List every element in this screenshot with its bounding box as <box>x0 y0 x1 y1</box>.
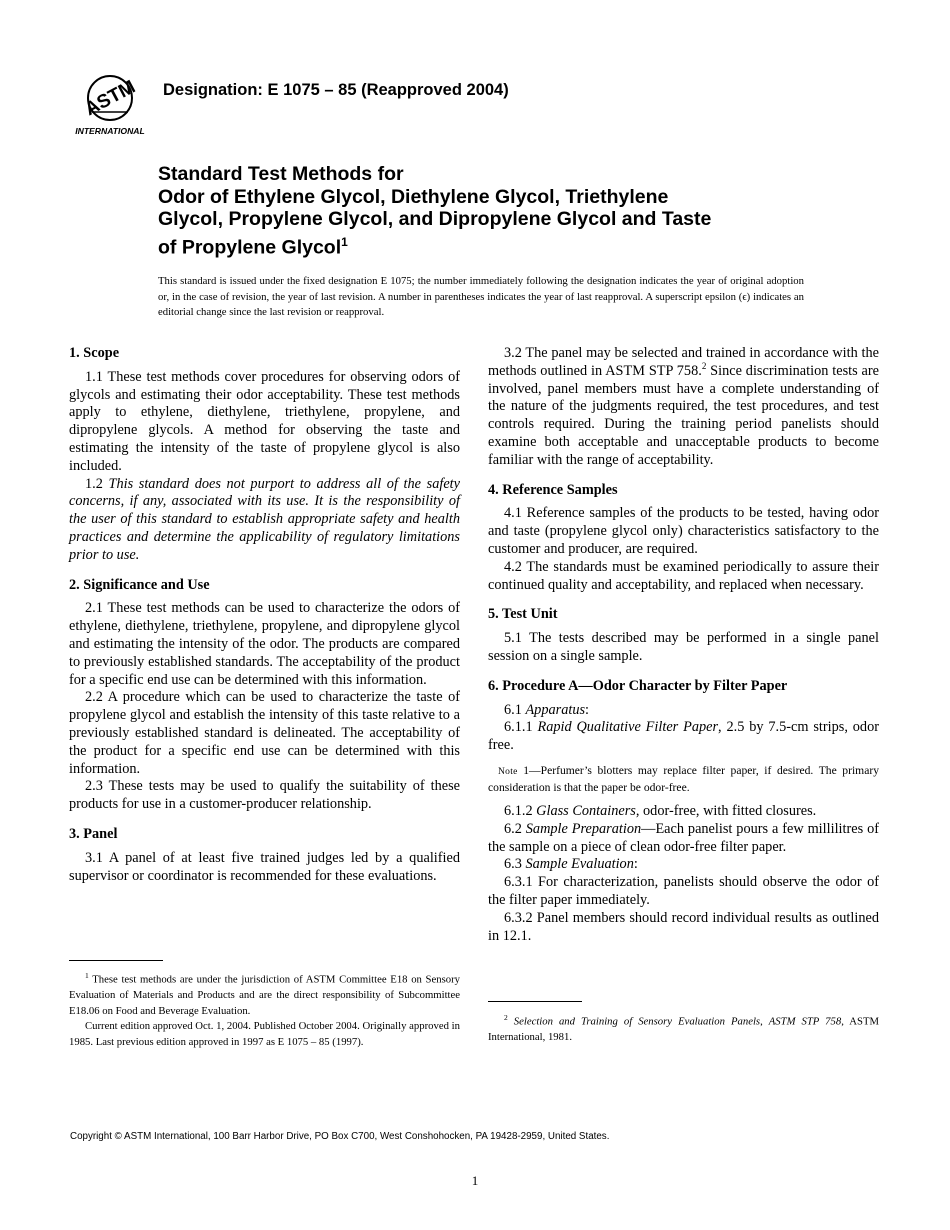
paragraph-tail: : <box>585 701 590 718</box>
footnote-ref-2: 2 <box>701 361 707 372</box>
title-line-4-text: of Propylene Glycol <box>158 236 342 258</box>
paragraph-number: 6.1.1 <box>504 719 538 736</box>
footnote-1-body: These test methods are under the jurisdiction of ASTM Committee E18 on Sensory Evaluation of Materials and Products and are the direct responsibility of Subcommittee E18.06 on Food and Beverage Evaluation. <box>69 973 460 1017</box>
paragraph-3-2-b: Since discrimination tests are involved, panel members must have a complete understanding of the nature of the judgments required, the test procedures, and test controls required. During the training period panelists should examine both acceptable and unacceptable products to become familiar with the range of acceptability. <box>488 362 879 468</box>
paragraph-5-1: 5.1 The tests described may be performed in a single panel session on a single sample. <box>488 630 879 664</box>
left-column <box>69 345 460 885</box>
astm-international-logo <box>70 70 150 138</box>
term: Glass Containers <box>536 802 636 819</box>
footnote-2 <box>488 1010 879 1046</box>
note-text: 1—Perfumer’s blotters may replace filter paper, if desired. The primary consideration is that the paper be odor-free. <box>488 763 879 794</box>
paragraph-1-1: 1.1 These test methods cover procedures for observing odors of glycols and estimating their odor acceptability. These test methods apply to ethylene, diethylene, triethylene, propylene, and dipropylene glycols. A method for observing the taste and estimating the intensity of the taste of propylene glycol is also included. <box>69 368 460 474</box>
logo-subtext: INTERNATIONAL <box>75 126 145 136</box>
footnote-2-stp: ASTM STP 758 <box>768 1015 842 1028</box>
paragraph-3-2-a: 3.2 The panel may be selected and trained in accordance with the methods outlined in ASTM STP 758. <box>488 345 879 379</box>
paragraph-6-3-2: 6.3.2 Panel members should record individual results as outlined in 12.1. <box>488 909 879 944</box>
preamble: This standard is issued under the fixed designation E 1075; the number immediately following the designation indicates the year of original adoption or, in the case of revision, the year of last revision. A number in parentheses indicates the year of last reapproval. A superscript epsilon (ϵ) indicates an editorial change since the last revision or reapproval. <box>158 275 804 318</box>
paragraph-4-2: 4.2 The standards must be examined periodically to assure their continued quality and acceptability, and replaced when necessary. <box>488 558 879 593</box>
note-1 <box>488 763 879 795</box>
section-heading-scope: 1. Scope <box>69 345 120 361</box>
title-line-2: Odor of Ethylene Glycol, Diethylene Glycol, Triethylene <box>158 185 669 208</box>
section-heading-significance: 2. Significance and Use <box>69 576 210 593</box>
footnote-1-edition: Current edition approved Oct. 1, 2004. Published October 2004. Originally approved in 1985. Last previous edition approved in 1997 as E 1075 – 85 (1997). <box>69 1020 460 1048</box>
paragraph-number: 6.1.2 <box>504 802 537 819</box>
paragraph-number: 1.2 <box>85 475 109 492</box>
footnote-2-text <box>488 1010 879 1046</box>
paragraph-tail: : <box>633 856 638 873</box>
footnote-1 <box>69 968 460 1050</box>
paragraph-tail: , 2.5 by 7.5-cm strips, odor free. <box>488 719 879 754</box>
page-number: 1 <box>471 1173 479 1188</box>
paragraph-4-1: 4.1 Reference samples of the products to be tested, having odor and taste (propylene glycol only) characteristics satisfactory to the customer and producer, are required. <box>488 505 879 557</box>
paragraph-6-3 <box>488 856 879 874</box>
footnote-2-title: Selection and Training of Sensory Evaluation Panels <box>507 1015 761 1028</box>
right-column <box>488 345 879 945</box>
term: Sample Evaluation <box>525 856 634 873</box>
paragraph-tail: —Each panelist pours a few millilitres of the sample on a piece of clean odor-free filter paper. <box>488 820 879 855</box>
footnote-1-text <box>69 968 460 1019</box>
note-label: Note <box>498 766 518 777</box>
paragraph-6-1 <box>488 702 879 720</box>
paragraph-number: 6.1 <box>504 701 526 718</box>
title-line-4 <box>158 231 858 259</box>
term: Rapid Qualitative Filter Paper <box>537 719 719 736</box>
paragraph-3-1: 3.1 A panel of at least five trained judges led by a qualified supervisor or coordinator is recommended for these evaluations. <box>69 849 460 884</box>
paragraph-tail: , odor-free, with fitted closures. <box>635 802 817 819</box>
title-line-1: Standard Test Methods for <box>158 163 404 185</box>
paragraph-6-3-1: 6.3.1 For characterization, panelists should observe the odor of the filter paper immediately. <box>488 874 879 908</box>
term: Sample Preparation <box>525 820 642 837</box>
paragraph-number: 6.2 <box>504 820 526 837</box>
section-heading-panel: 3. Panel <box>69 825 118 842</box>
paragraph-2-3: 2.3 These tests may be used to qualify the suitability of these products for use in a customer-producer relationship. <box>69 778 460 813</box>
designation: Designation: E 1075 – 85 (Reapproved 2004) <box>163 81 509 99</box>
footnote-1-marker: 1 <box>85 971 89 980</box>
footnote-rule-right <box>488 1001 582 1002</box>
safety-caveat: This standard does not purport to address all of the safety concerns, if any, associated with its use. It is the responsibility of the user of this standard to establish appropriate safety and health practices and determine the applicability of regulatory limitations prior to use. <box>69 475 460 563</box>
logo-text: ASTM <box>81 76 139 121</box>
paragraph-1-2 <box>69 476 460 565</box>
section-heading-test-unit: 5. Test Unit <box>488 606 558 623</box>
paragraph-6-1-1 <box>488 719 879 755</box>
paragraph-number: 6.3 <box>504 856 526 873</box>
footnote-2-marker: 2 <box>504 1013 508 1022</box>
section-heading-reference-samples: 4. Reference Samples <box>488 481 618 498</box>
term: Apparatus <box>525 701 586 718</box>
document-title <box>158 163 858 259</box>
section-heading-procedure-a: 6. Procedure A—Odor Character by Filter Paper <box>488 677 788 694</box>
footnote-rule-left <box>69 960 163 961</box>
paragraph-2-1: 2.1 These test methods can be used to characterize the odors of ethylene, diethylene, triethylene, propylene, and dipropylene glycol and estimating the intensity of the odor. The products are compared to previously established standards. The acceptability of the product for a specific end use can be determined with this information. <box>69 600 460 688</box>
paragraph-3-2 <box>488 345 879 470</box>
title-footnote-ref: 1 <box>341 234 348 249</box>
footnote-2-tail: , ASTM International, 1981. <box>488 1015 880 1044</box>
footnote-2-separator: , <box>760 1015 769 1028</box>
paragraph-6-2 <box>488 821 879 857</box>
paragraph-2-2: 2.2 A procedure which can be used to characterize the taste of propylene glycol and establish the intensity of this taste relative to a previously established standard is delineated. The acceptability of the product for a specific end use can be determined with this information. <box>69 689 460 777</box>
copyright: Copyright © ASTM International, 100 Barr Harbor Drive, PO Box C700, West Conshohocken, PA 19428-2959, United States. <box>70 1131 610 1142</box>
paragraph-6-1-2 <box>488 803 879 821</box>
title-line-3: Glycol, Propylene Glycol, and Dipropylene Glycol and Taste <box>158 208 712 230</box>
